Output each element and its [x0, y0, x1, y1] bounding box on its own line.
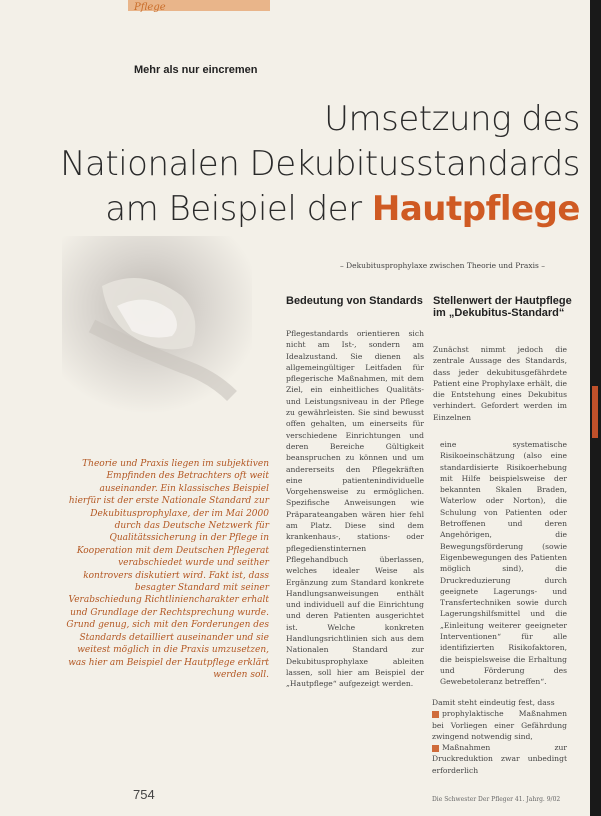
hands-image: [62, 236, 252, 414]
bullet-square-icon: [432, 711, 439, 718]
kicker: Mehr als nur eincremen: [134, 64, 258, 76]
column2-text-b: eine systematische Risikoeinschätzung (also eine standardisierte Risikoerhebung mit Hilfe beispielsweise der bekannten Skalen Braden, Waterlow oder Norton), die Schulung von Patienten oder Betroffenen und deren Angehörigen, die Bewegungsförderung (sowie Eigenbewegungen des Patienten möglich sind), die Druckreduzierung durch geeignete Lagerungs- und Transfertechniken sowie durch Lagerungshilfsmittel und die „Einleitung weiterer geeigneter Interventionen“ für alle identifizierten Risikofaktoren, die beispielsweise die Erhaltung und Förderung des Gewebetoleranz betreffen“.: [440, 440, 567, 687]
subtitle: – Dekubitusprophylaxe zwischen Theorie und Praxis –: [340, 261, 546, 270]
column2-heading: Stellenwert der Hautpflege im „Dekubitus-Standard“: [433, 295, 572, 319]
title-line-3: [40, 187, 580, 232]
title-accent: Hautpflege: [371, 189, 580, 229]
bullet-item-2: [432, 742, 567, 776]
bullet-item-1-text: prophylaktische Maßnahmen bei Vorliegen einer Gefährdung zwingend notwendig sind,: [432, 709, 567, 741]
column1-text: Pflegestandards orientieren sich nicht am Ist-, sondern am Idealzustand. Sie dienen als allgemeingültiger Leitfaden für pflegerische Maßnahmen, mit dem Ziel, ein einheitliches Qualitäts- und Leistungsniveau in der Pflege zu gewährleisten. Sie sind bewusst offen gehalten, um einerseits für verschiedene Einrichtungen und deren Bereiche Gültigkeit beanspruchen zu können und um andererseits den Pflegekräften eine patientenindividuelle Vorgehensweise zu ermöglichen. Spezifische Anweisungen wie Präparateangaben wären hier fehl am Platz. Diese sind dem krankenhaus-, stations- oder pflegedienstinternen Pflegehandbuch überlassen, welches idealer Weise als Ergänzung zum Standard konkrete Handlungsanweisungen enthält und individuell auf die Einrichtung und deren Patienten ausgerichtet ist. Welche konkreten Handlungsrichtlinien sich aus dem Nationalen Standard zur Dekubitusprophylaxe ableiten lassen, soll hier am Beispiel der „Hautpflege“ aufgezeigt werden.: [286, 329, 424, 689]
section-label: Pflege: [134, 2, 166, 13]
intro-text: Theorie und Praxis liegen im subjektiven Empfinden des Betrachters oft weit auseinander. Ein klassisches Beispiel hierfür ist der erste Nationale Standard zur Dekubitusprophylaxe, der im Mai 2000 durch das Deutsche Netzwerk für Qualitätssicherung in der Pflege in Kooperation mit dem Deutschen Pflegerat verabschiedet wurde und seither kontrovers diskutiert wird. Fakt ist, dass besagter Standard mit seiner Verabschiedung Richtliniencharakter erhalt und Grundlage der Rechtsprechung wurde. Grund genug, sich mit den Forderungen des Standards detailliert auseinander und sie weitest möglich in die Praxis umzusetzen, was hier am Beispiel der Hautpflege erklärt werden soll.: [66, 459, 269, 680]
tab-marker: [592, 386, 598, 438]
title-line-1: Umsetzung des: [324, 99, 580, 139]
footer-journal: Die Schwester Der Pfleger 41. Jahrg. 9/02: [432, 796, 561, 803]
column2-text-c: [432, 697, 567, 776]
column1-heading: Bedeutung von Standards: [286, 295, 423, 307]
bullet-square-icon: [432, 745, 439, 752]
page-title: [40, 97, 580, 232]
column2-text-c1: Damit steht eindeutig fest, dass: [432, 698, 555, 707]
title-line-3-prefix: am Beispiel der: [105, 189, 362, 229]
title-line-2: Nationalen Dekubitusstandards: [60, 144, 580, 184]
page-number: 754: [133, 787, 155, 802]
bullet-item-1: [432, 708, 567, 742]
column2-text-a: Zunächst nimmt jedoch die zentrale Aussage des Standards, dass jeder dekubitusgefährdete Patient eine Prophylaxe erhält, die die Entstehung eines Dekubitus verhindert. Gefordert werden im Einzelnen: [433, 345, 567, 422]
bullet-item-2-text: Maßnahmen zur Druckreduktion zwar unbedingt erforderlich: [432, 743, 567, 775]
